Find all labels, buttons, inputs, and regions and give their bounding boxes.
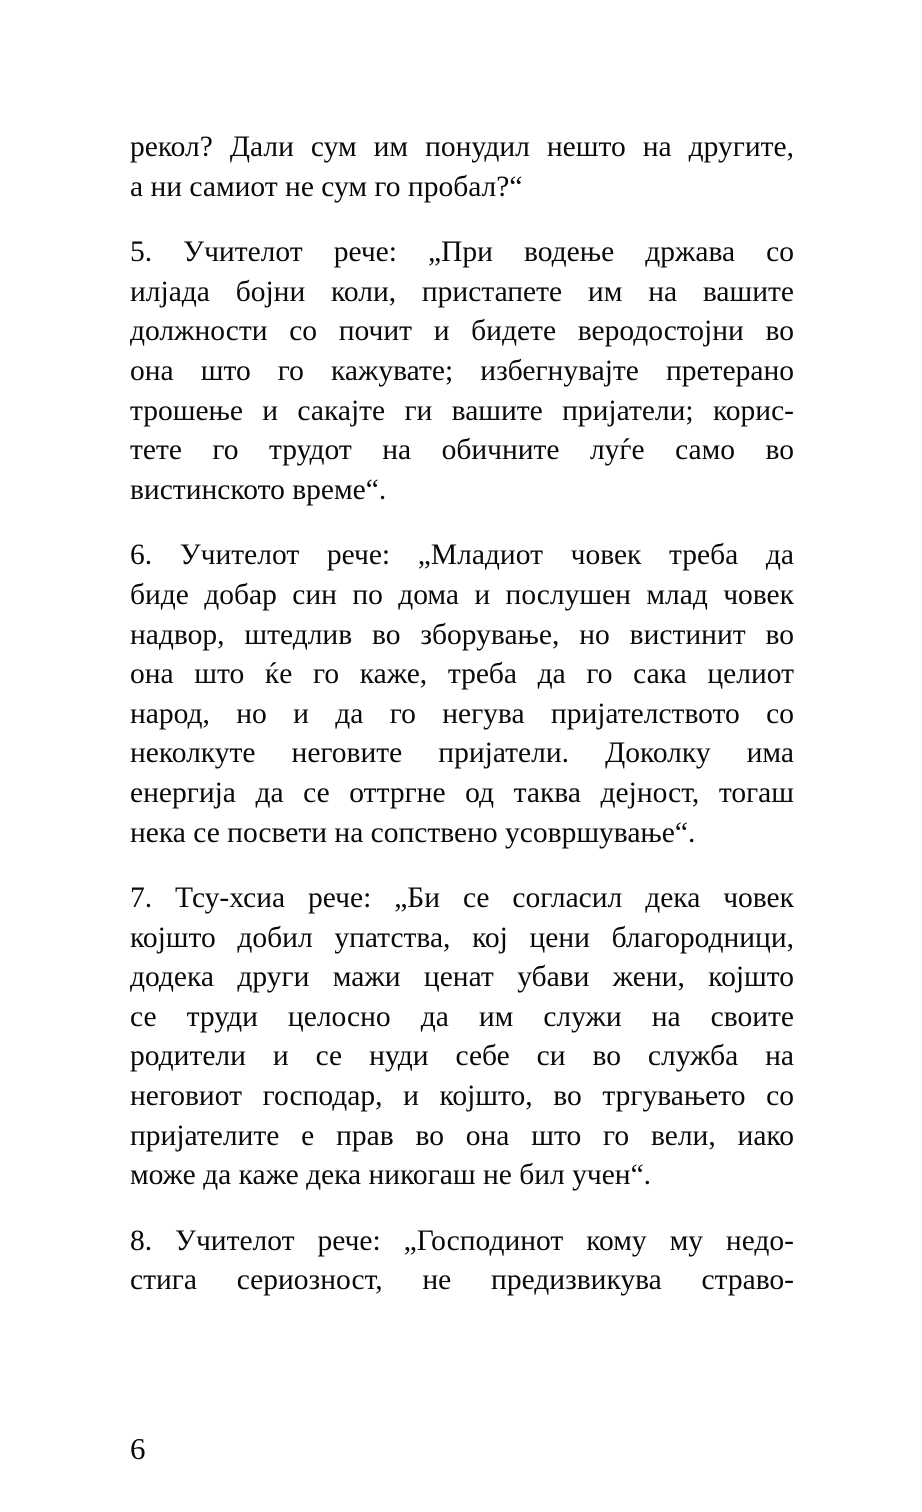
text-line: она што го кажувате; избегнувајте претерано (130, 354, 794, 387)
page-number: 6 (130, 1431, 146, 1466)
text-line: стига сериозност, не предизвикува страво- (130, 1264, 794, 1297)
text-line: енергија да се оттргне од таква дејност, тогаш (130, 776, 794, 809)
text-line: пријателите е прав во она што го вели, иако (130, 1119, 794, 1152)
text-line: илјада бојни коли, пристапете им на вашите (130, 275, 794, 308)
text-line: неколкуте неговите пријатели. Доколку има (130, 737, 794, 770)
text-line: надвор, штедлив во зборување, но вистинит во (130, 618, 794, 651)
text-line: неговиот господар, и којшто, во тргувањето со (130, 1080, 794, 1113)
text-line: трошење и сакајте ги вашите пријатели; корис- (130, 394, 794, 427)
text-line: тете го трудот на обичните луѓе само во (130, 434, 794, 467)
paragraph-6 (130, 536, 794, 853)
text-line: 7. Тсу-хсиа рече: „Би се согласил дека човек (130, 882, 794, 915)
text-line: родители и се нуди себе си во служба на (130, 1040, 794, 1073)
text-line: народ, но и да го негува пријателството со (130, 697, 794, 730)
text-line: може да каже дека никогаш не бил учен“. (130, 1159, 652, 1192)
text-line: се труди целосно да им служи на своите (130, 1000, 794, 1033)
text-line: должности со почит и бидете веродостојни во (130, 315, 794, 348)
text-line: 6. Учителот рече: „Младиот човек треба да (130, 539, 794, 572)
text-line: 5. Учителот рече: „При водење држава со (130, 236, 794, 269)
paragraph-8 (130, 1222, 794, 1301)
text-line: вистинското време“. (130, 473, 387, 506)
text-line: рекол? Дали сум им понудил нешто на другите, (130, 131, 794, 163)
text-line: нека се посвети на сопствено усовршување“. (130, 816, 696, 849)
text-line: биде добар син по дома и послушен млад човек (130, 578, 794, 611)
text-line: додека други мажи ценат убави жени, којшто (130, 961, 794, 994)
paragraph-7 (130, 879, 794, 1196)
text-line: она што ќе го каже, треба да го сака целиот (130, 658, 794, 691)
body-text-column (130, 128, 794, 1301)
text-line: а ни самиот не сум го пробал?“ (130, 170, 523, 203)
paragraph-5 (130, 233, 794, 510)
text-line: 8. Учителот рече: „Господинот кому му недо- (130, 1224, 794, 1257)
paragraph-continued (130, 128, 794, 207)
text-line: којшто добил упатства, кој цени благородници, (130, 921, 794, 954)
